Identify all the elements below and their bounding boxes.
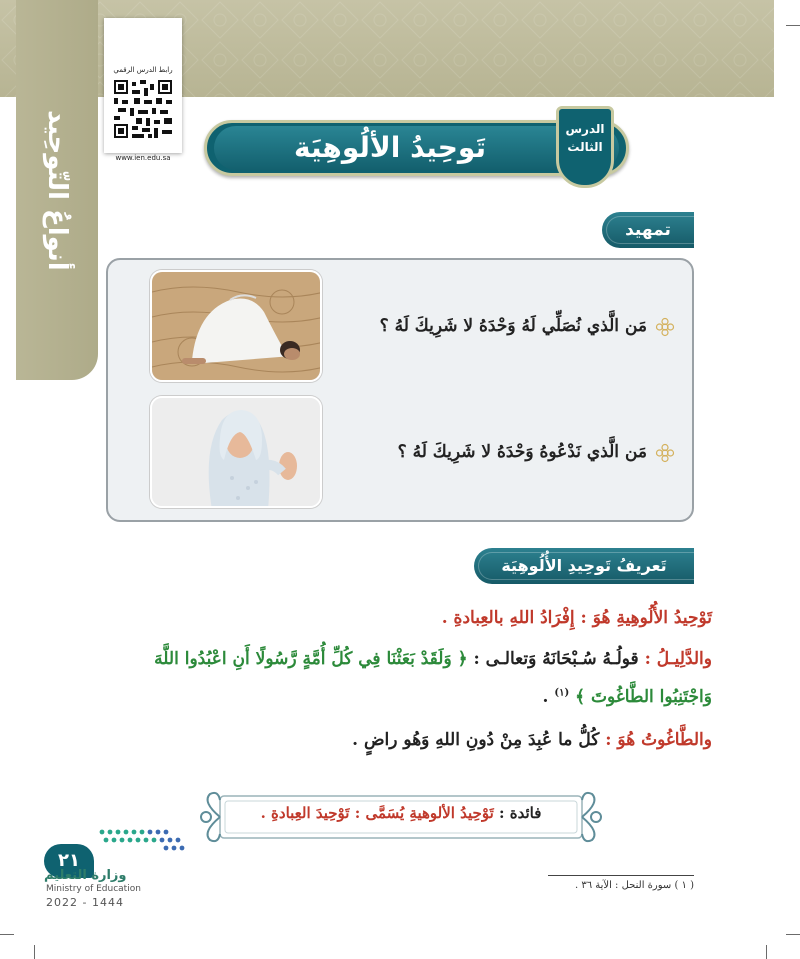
- evidence-term: والدَّلِيـلُ :: [644, 649, 712, 669]
- quran-verse-part-2: وَاجْتَنِبُوا الطَّاغُوتَ ﴾: [575, 687, 712, 707]
- crop-mark: [34, 945, 35, 959]
- crop-mark: [766, 945, 767, 959]
- definition-heading: [474, 548, 694, 584]
- definition-line-1: [442, 608, 712, 628]
- note-content: تَوْحِيدُ الألوهيةِ يُسَمَّى : تَوْحِيدَ العِبادةِ .: [260, 804, 494, 822]
- crop-mark: [0, 934, 14, 935]
- lesson-title: تَوحِيدُ الألُوهِيَة: [294, 131, 486, 164]
- taghut-definition: [352, 730, 712, 750]
- ministry-name-arabic: وزارة التعليم: [44, 868, 127, 883]
- badge-line-1: الدرس: [565, 122, 605, 136]
- badge-line-2: الثالث: [567, 140, 603, 154]
- qr-code-icon[interactable]: [114, 80, 172, 138]
- definition-heading-text: تَعريفُ تَوحِيدِ الأُلُوهِيَة: [501, 556, 667, 575]
- praying-girl-photo: [150, 396, 322, 508]
- intro-question-1-text: مَن الَّذي نُصَلِّي لَهُ وَحْدَهُ لا شَرِيكَ لَهُ ؟: [379, 316, 647, 336]
- edition-year: 2022 - 1444: [46, 896, 124, 909]
- ministry-name-english: Ministry of Education: [46, 884, 141, 894]
- intro-question-1: [380, 316, 675, 337]
- note-text: [226, 804, 576, 822]
- ministry-logo-icon: [96, 826, 188, 872]
- unit-title: أنواعُ التّوحِيد: [42, 109, 72, 271]
- taghut-text: كُلُّ ما عُبِدَ مِنْ دُونِ اللهِ وَهُو راضٍ .: [352, 730, 600, 750]
- intro-question-2: [398, 442, 675, 463]
- praying-boy-photo: [150, 270, 322, 382]
- evidence-intro: قولُـهُ سُـبْحَانَهُ وَتعالـى :: [473, 649, 639, 669]
- qr-label: رابط الدرس الرقمي: [113, 66, 173, 74]
- definition-term: تَوْحِيدُ الأُلُوهِيةِ هُوَ :: [580, 608, 712, 628]
- flower-bullet-icon: [655, 317, 675, 337]
- flower-bullet-icon: [655, 443, 675, 463]
- definition-text: إِفْرَادُ اللهِ بالعِبادةِ .: [441, 608, 575, 628]
- crop-mark: [786, 25, 800, 26]
- intro-question-2-text: مَن الَّذي نَدْعُوهُ وَحْدَهُ لا شَرِيكَ لَهُ ؟: [397, 442, 647, 462]
- footnote-divider: [548, 875, 694, 876]
- page-number: ٢١: [44, 844, 94, 878]
- footnote: ( ١ ) سورة النحل : الآية ٣٦ .: [574, 880, 694, 891]
- verse-footnote-ref: (١): [554, 687, 570, 699]
- intro-heading-text: تمهيد: [625, 220, 671, 240]
- taghut-term: والطَّاغُوتُ هُوَ :: [605, 730, 712, 750]
- intro-heading: [602, 212, 694, 248]
- verse-continuation: وَاجْتَنِبُوا الطَّاغُوتَ ﴾ $^{(١)}$ .: [542, 687, 712, 707]
- crop-mark: [786, 934, 800, 935]
- quran-verse-part-1: ﴿ وَلَقَدْ بَعَثْنَا فِي كُلِّ أُمَّةٍ رَّسُولًا أَنِ اعْبُدُوا اللَّهَ: [154, 649, 468, 669]
- note-label: فائدة :: [498, 804, 542, 822]
- qr-url[interactable]: www.ien.edu.sa: [115, 154, 171, 162]
- lesson-badge-label: [556, 120, 614, 156]
- evidence-line: [154, 648, 712, 669]
- qr-card[interactable]: [104, 18, 182, 162]
